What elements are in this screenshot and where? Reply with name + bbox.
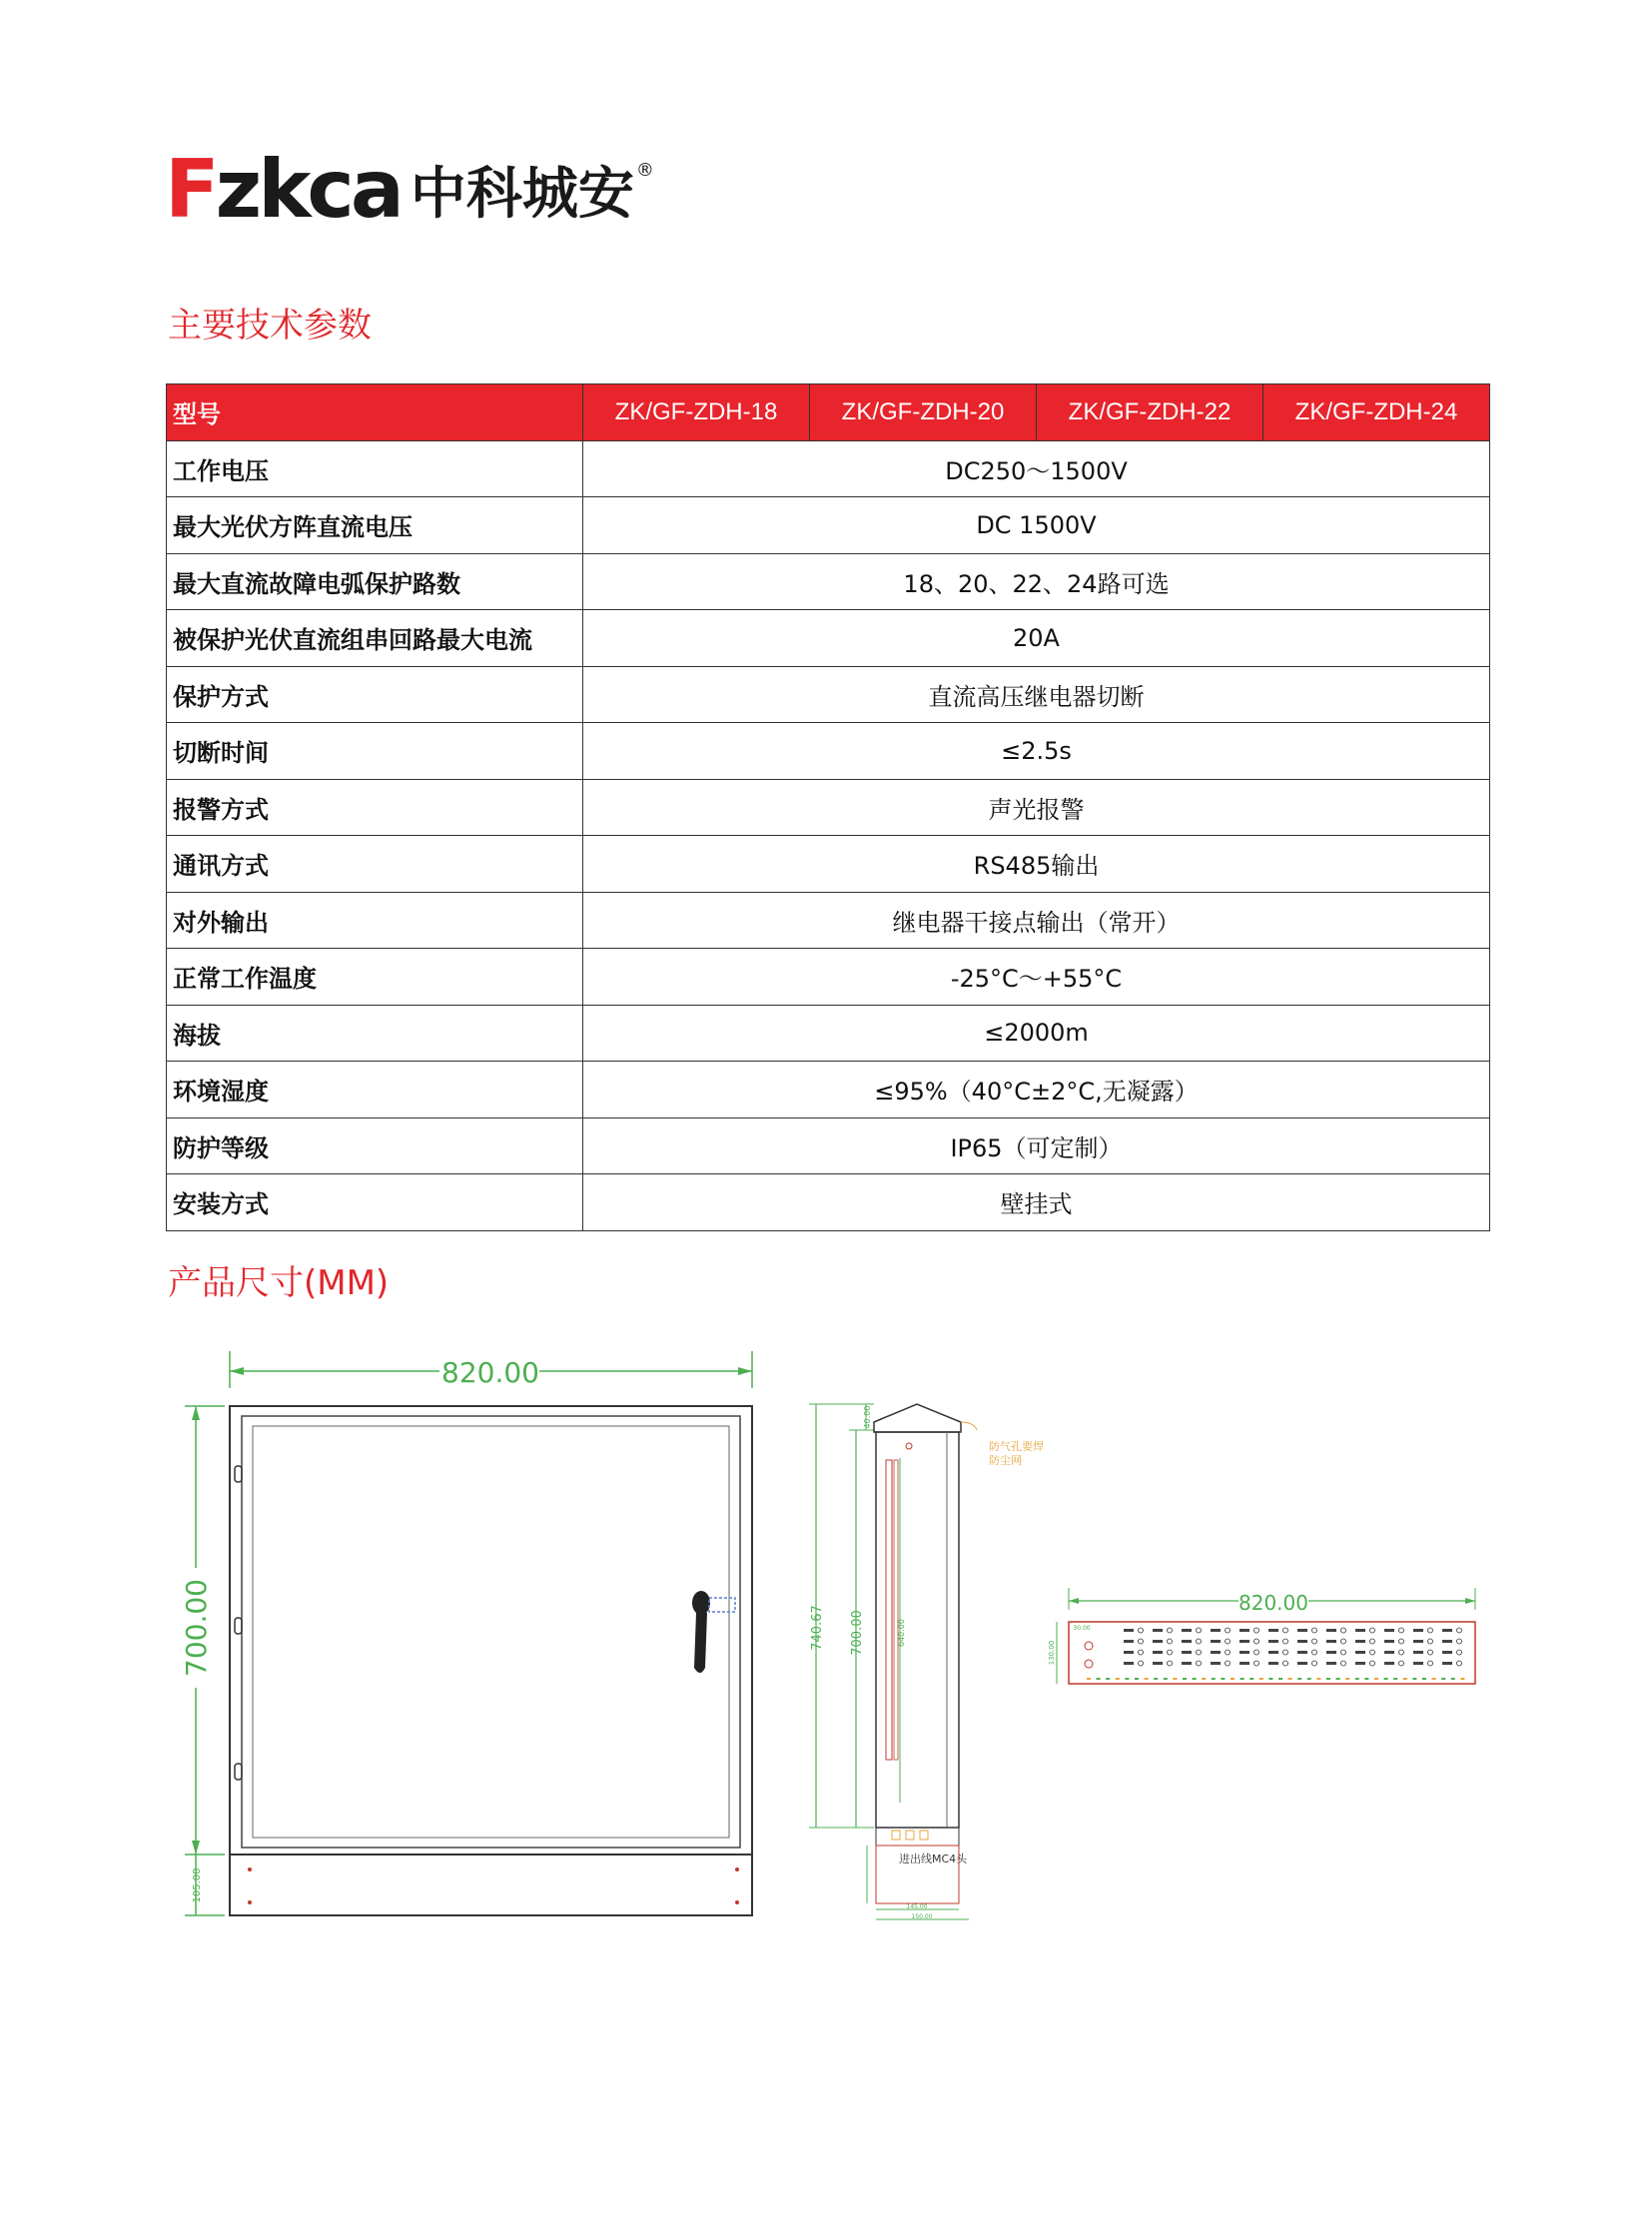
row-value: 声光报警 (583, 779, 1490, 836)
panel-indicator-label (1124, 1640, 1134, 1643)
panel-indicator-light (1428, 1650, 1433, 1655)
panel-indicator-label (1355, 1629, 1365, 1632)
panel-indicator-label (1355, 1640, 1365, 1643)
panel-indicator-light (1312, 1661, 1317, 1666)
panel-terminal-mark (1432, 1678, 1436, 1680)
panel-indicator-light (1197, 1661, 1202, 1666)
panel-terminal-mark (1259, 1678, 1263, 1680)
panel-indicator-label (1384, 1651, 1394, 1654)
panel-indicator-label (1384, 1629, 1394, 1632)
panel-indicator-label (1182, 1640, 1192, 1643)
panel-indicator-light (1370, 1628, 1375, 1633)
panel-terminal-mark (1336, 1678, 1340, 1680)
hinge-middle (235, 1618, 242, 1634)
panel-indicators (1087, 1628, 1464, 1680)
panel-terminal-mark (1135, 1678, 1139, 1680)
row-value: 直流高压继电器切断 (583, 666, 1490, 723)
panel-view (1048, 1588, 1475, 1684)
panel-indicator-label (1211, 1629, 1221, 1632)
panel-indicator-label (1211, 1651, 1221, 1654)
panel-indicator-label (1355, 1662, 1365, 1665)
panel-terminal-mark (1164, 1678, 1168, 1680)
panel-indicator-label (1124, 1629, 1134, 1632)
panel-indicator-light (1283, 1639, 1288, 1644)
panel-indicator-label (1413, 1651, 1423, 1654)
panel-indicator-label (1297, 1662, 1307, 1665)
panel-indicator-label (1326, 1640, 1336, 1643)
panel-indicator-light (1312, 1650, 1317, 1655)
panel-indicator-light (1370, 1650, 1375, 1655)
panel-terminal-mark (1412, 1678, 1416, 1680)
side-note-1: 防气孔要焊 (989, 1440, 1044, 1453)
panel-terminal-mark (1451, 1678, 1455, 1680)
row-label: 保护方式 (167, 666, 583, 723)
row-value: 18、20、22、24路可选 (583, 553, 1490, 610)
panel-indicator-light (1370, 1639, 1375, 1644)
panel-indicator-light (1399, 1661, 1404, 1666)
panel-indicator-label (1268, 1662, 1278, 1665)
panel-terminal-mark (1116, 1678, 1120, 1680)
header-model-18: ZK/GF-ZDH-18 (583, 384, 810, 441)
panel-indicator-light (1457, 1661, 1462, 1666)
panel-indicator-label (1124, 1651, 1134, 1654)
panel-indicator-light (1226, 1650, 1231, 1655)
panel-terminal-mark (1403, 1678, 1407, 1680)
side-total-label: 740.67 (810, 1605, 825, 1651)
panel-indicator-label (1153, 1640, 1163, 1643)
row-value: ≤95%（40°C±2°C,无凝露） (583, 1062, 1490, 1118)
panel-indicator-light (1457, 1628, 1462, 1633)
panel-indicator-label (1239, 1629, 1249, 1632)
panel-indicator-light (1341, 1661, 1346, 1666)
panel-terminal-mark (1154, 1678, 1158, 1680)
panel-terminal-mark (1422, 1678, 1426, 1680)
panel-indicator-light (1168, 1639, 1173, 1644)
row-value: 壁挂式 (583, 1174, 1490, 1231)
panel-indicator-label (1124, 1662, 1134, 1665)
panel-terminal-mark (1307, 1678, 1311, 1680)
panel-indicator-light (1139, 1639, 1144, 1644)
panel-indicator-label (1442, 1640, 1452, 1643)
panel-indicator-label (1326, 1651, 1336, 1654)
panel-terminal-mark (1345, 1678, 1349, 1680)
row-label: 安装方式 (167, 1174, 583, 1231)
panel-indicator-label (1182, 1662, 1192, 1665)
panel-terminal-mark (1212, 1678, 1216, 1680)
panel-indicator-light (1283, 1628, 1288, 1633)
panel-indicator-label (1153, 1629, 1163, 1632)
panel-indicator-light (1312, 1628, 1317, 1633)
panel-indicator-label (1268, 1640, 1278, 1643)
side-view (809, 1404, 1044, 1920)
side-base-label-2: 150.00 (911, 1913, 933, 1920)
panel-indicator-light (1139, 1661, 1144, 1666)
panel-indicator-light (1341, 1628, 1346, 1633)
row-label: 报警方式 (167, 779, 583, 836)
front-width-label: 820.00 (441, 1356, 539, 1389)
panel-indicator-light (1226, 1639, 1231, 1644)
panel-terminal-mark (1288, 1678, 1292, 1680)
panel-terminal-mark (1355, 1678, 1359, 1680)
panel-terminal-mark (1441, 1678, 1445, 1680)
panel-width-label: 820.00 (1239, 1591, 1308, 1615)
row-value: 20A (583, 610, 1490, 667)
panel-indicator-light (1399, 1650, 1404, 1655)
panel-indicator-label (1239, 1640, 1249, 1643)
panel-terminal-mark (1393, 1678, 1397, 1680)
side-cable-label: 进出线MC4头 (899, 1853, 968, 1865)
panel-indicator-label (1211, 1662, 1221, 1665)
panel-indicator-light (1168, 1628, 1173, 1633)
row-label: 海拔 (167, 1005, 583, 1062)
panel-terminal-mark (1221, 1678, 1225, 1680)
logo-chinese-name: 中科城安 (410, 162, 634, 227)
row-value: DC 1500V (583, 497, 1490, 554)
specs-section-title: 主要技术参数 (168, 306, 372, 346)
row-label: 被保护光伏直流组串回路最大电流 (167, 610, 583, 667)
panel-terminal-mark (1316, 1678, 1320, 1680)
panel-indicator-light (1197, 1628, 1202, 1633)
panel-indicator-light (1254, 1650, 1259, 1655)
panel-indicator-light (1254, 1639, 1259, 1644)
panel-indicator-label (1268, 1629, 1278, 1632)
panel-indicator-light (1226, 1628, 1231, 1633)
row-value: ≤2.5s (583, 723, 1490, 780)
header-label-model: 型号 (167, 384, 583, 441)
panel-side-label: 30.00 (1073, 1625, 1091, 1632)
panel-indicator-light (1254, 1628, 1259, 1633)
panel-indicator-label (1384, 1640, 1394, 1643)
panel-terminal-mark (1249, 1678, 1253, 1680)
logo-letters: zkca (215, 143, 401, 236)
row-value: -25°C～+55°C (583, 949, 1490, 1006)
registered-mark: ® (635, 160, 654, 181)
cabinet-door (242, 1416, 740, 1848)
panel-indicator-light (1283, 1661, 1288, 1666)
row-label: 通讯方式 (167, 836, 583, 893)
panel-indicator-label (1297, 1629, 1307, 1632)
panel-indicator-light (1139, 1650, 1144, 1655)
header-model-24: ZK/GF-ZDH-24 (1263, 384, 1490, 441)
panel-terminal-mark (1326, 1678, 1330, 1680)
panel-indicator-light (1370, 1661, 1375, 1666)
front-view (180, 1351, 752, 1915)
panel-terminal-mark (1460, 1678, 1464, 1680)
panel-indicator-light (1341, 1650, 1346, 1655)
side-height-label: 700.00 (850, 1610, 865, 1656)
panel-indicator-label (1442, 1662, 1452, 1665)
panel-indicator-label (1413, 1629, 1423, 1632)
dimensions-section-title: 产品尺寸(MM) (168, 1263, 390, 1303)
row-label: 切断时间 (167, 723, 583, 780)
panel-indicator-label (1355, 1651, 1365, 1654)
side-inner-label: 640.00 (897, 1619, 906, 1647)
panel-indicator-light (1197, 1650, 1202, 1655)
panel-terminal-mark (1087, 1678, 1091, 1680)
panel-indicator-light (1428, 1628, 1433, 1633)
panel-indicator-label (1297, 1651, 1307, 1654)
panel-indicator-label (1326, 1662, 1336, 1665)
panel-indicator-light (1399, 1639, 1404, 1644)
panel-terminal-mark (1173, 1678, 1177, 1680)
row-label: 对外输出 (167, 892, 583, 949)
front-bottom-label: 105.00 (192, 1867, 203, 1903)
panel-terminal-mark (1202, 1678, 1206, 1680)
header-model-20: ZK/GF-ZDH-20 (810, 384, 1037, 441)
row-label: 防护等级 (167, 1117, 583, 1174)
panel-indicator-light (1254, 1661, 1259, 1666)
panel-indicator-label (1384, 1662, 1394, 1665)
panel-indicator-light (1168, 1650, 1173, 1655)
panel-terminal-mark (1145, 1678, 1149, 1680)
side-base-label-1: 145.00 (906, 1903, 928, 1910)
panel-indicator-label (1326, 1629, 1336, 1632)
panel-indicator-label (1153, 1651, 1163, 1654)
panel-indicator-light (1226, 1661, 1231, 1666)
row-value: ≤2000m (583, 1005, 1490, 1062)
row-label: 工作电压 (167, 440, 583, 497)
side-roof (874, 1404, 961, 1432)
panel-indicator-label (1442, 1651, 1452, 1654)
row-value: RS485输出 (583, 836, 1490, 893)
panel-terminal-mark (1384, 1678, 1388, 1680)
panel-indicator-light (1457, 1639, 1462, 1644)
panel-height-label: 130.00 (1048, 1640, 1056, 1666)
panel-indicator-label (1239, 1662, 1249, 1665)
panel-indicator-light (1283, 1650, 1288, 1655)
panel-terminal-mark (1374, 1678, 1378, 1680)
panel-indicator-light (1168, 1661, 1173, 1666)
front-height-label: 700.00 (180, 1579, 213, 1677)
panel-indicator-label (1211, 1640, 1221, 1643)
panel-indicator-label (1182, 1651, 1192, 1654)
panel-indicator-light (1341, 1639, 1346, 1644)
panel-terminal-mark (1297, 1678, 1301, 1680)
panel-indicator-light (1457, 1650, 1462, 1655)
row-value: IP65（可定制） (583, 1117, 1490, 1174)
hinge-top (235, 1466, 242, 1482)
panel-terminal-mark (1097, 1678, 1101, 1680)
header-model-22: ZK/GF-ZDH-22 (1037, 384, 1263, 441)
panel-indicator-light (1428, 1661, 1433, 1666)
row-label: 正常工作温度 (167, 949, 583, 1006)
row-label: 最大光伏方阵直流电压 (167, 497, 583, 554)
cabinet-outline (230, 1406, 752, 1915)
panel-indicator-label (1153, 1662, 1163, 1665)
panel-indicator-light (1197, 1639, 1202, 1644)
logo-letter-f: F (165, 143, 216, 236)
panel-terminal-mark (1364, 1678, 1368, 1680)
panel-terminal-mark (1193, 1678, 1197, 1680)
panel-indicator-label (1239, 1651, 1249, 1654)
panel-indicator-light (1139, 1628, 1144, 1633)
side-note-2: 防尘网 (989, 1454, 1022, 1467)
row-label: 环境湿度 (167, 1062, 583, 1118)
panel-terminal-mark (1240, 1678, 1244, 1680)
panel-indicator-light (1428, 1639, 1433, 1644)
panel-indicator-label (1442, 1629, 1452, 1632)
hinge-bottom (235, 1764, 242, 1780)
row-label: 最大直流故障电弧保护路数 (167, 553, 583, 610)
panel-indicator-label (1297, 1640, 1307, 1643)
row-value: 继电器干接点输出（常开） (583, 892, 1490, 949)
panel-indicator-light (1312, 1639, 1317, 1644)
row-value: DC250～1500V (583, 440, 1490, 497)
panel-terminal-mark (1231, 1678, 1235, 1680)
panel-indicator-label (1413, 1640, 1423, 1643)
panel-indicator-label (1413, 1662, 1423, 1665)
panel-terminal-mark (1125, 1678, 1129, 1680)
panel-terminal-mark (1183, 1678, 1187, 1680)
panel-terminal-mark (1106, 1678, 1110, 1680)
side-top-label: 40.00 (863, 1405, 872, 1429)
panel-indicator-label (1268, 1651, 1278, 1654)
panel-indicator-light (1399, 1628, 1404, 1633)
panel-indicator-label (1182, 1629, 1192, 1632)
panel-terminal-mark (1278, 1678, 1282, 1680)
panel-terminal-mark (1268, 1678, 1272, 1680)
